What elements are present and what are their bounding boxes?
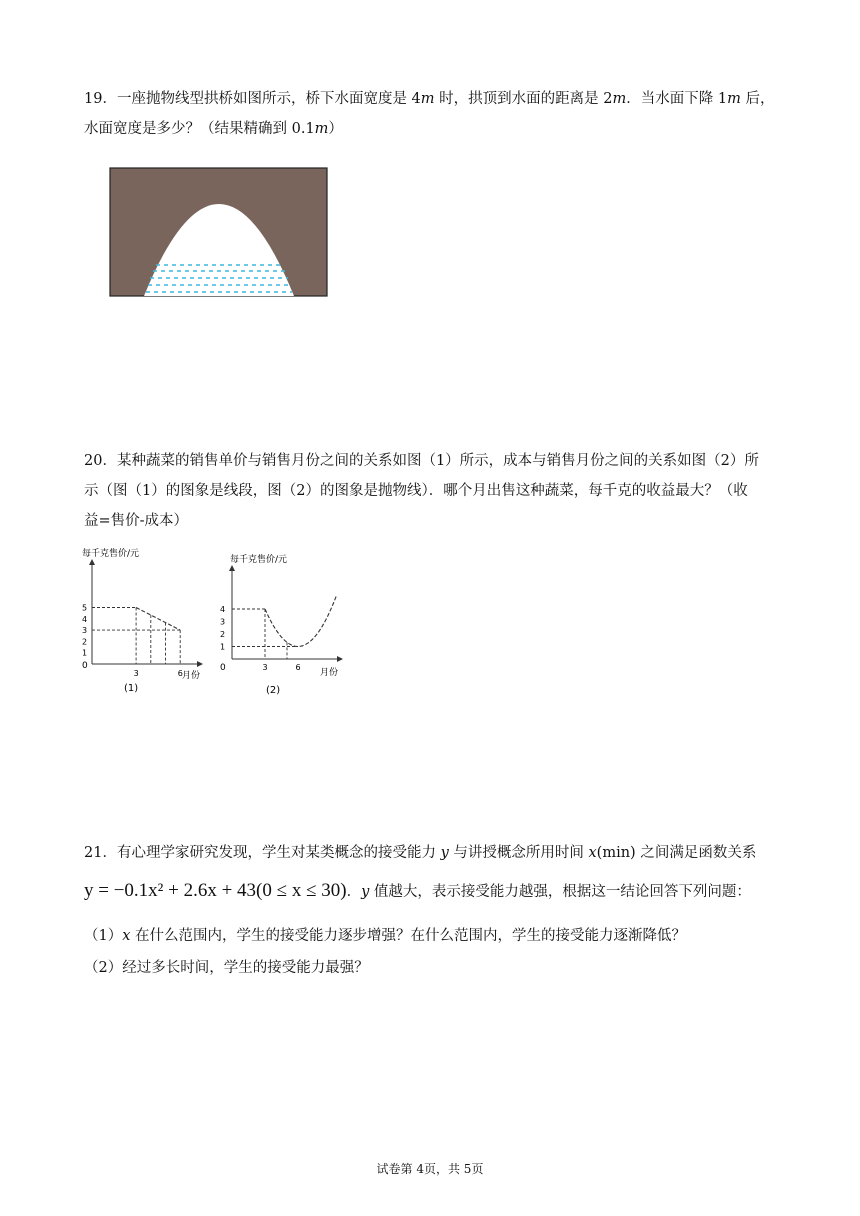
q20-line-1: 20．某种蔬菜的销售单价与销售月份之间的关系如图（1）所示，成本与销售月份之间的关系如图（2）所 bbox=[84, 453, 759, 469]
question-19 bbox=[84, 84, 784, 144]
q19-line-2: 水面宽度是多少？（结果精确到 0.1m） bbox=[84, 121, 343, 137]
chart1-ytick-4: 4 bbox=[82, 614, 88, 624]
chart1-ylabel: 每千克售价/元 bbox=[82, 549, 140, 559]
chart2-xtick-3: 3 bbox=[262, 663, 268, 672]
chart1-ytick-3: 3 bbox=[82, 626, 88, 636]
chart1-xlabel: 月份 bbox=[182, 671, 201, 681]
chart1-ytick-5: 5 bbox=[82, 603, 88, 613]
q21-line-2: y = −0.1x² + 2.6x + 43(0 ≤ x ≤ 30)．y 值越大，表示接受能力越强，根据这一结论回答下列问题： bbox=[84, 880, 751, 901]
chart1-origin: 0 bbox=[82, 661, 88, 671]
q19-line-1: 19．一座抛物线型拱桥如图所示，桥下水面宽度是 4m 时，拱顶到水面的距离是 2m．当水面下降 1m 后， bbox=[84, 91, 775, 107]
chart2-origin: 0 bbox=[220, 663, 226, 673]
chart1-xtick-6: 6 bbox=[177, 669, 183, 678]
chart2-xlabel: 月份 bbox=[320, 668, 339, 678]
chart2-ylabel: 每千克售价/元 bbox=[230, 555, 288, 565]
chart1-price-segment bbox=[136, 608, 180, 631]
q21-sub-2: （2）经过多长时间，学生的接受能力最强？ bbox=[84, 960, 369, 976]
chart2-ytick-2: 2 bbox=[220, 630, 226, 639]
question-21 bbox=[84, 838, 784, 868]
q20-line-3: 益=售价-成本） bbox=[84, 513, 189, 529]
q20-line-2: 示（图（1）的图象是线段，图（2）的图象是抛物线）．哪个月出售这种蔬菜，每千克的收益最大？（收 bbox=[84, 483, 748, 499]
chart2-ytick-1: 1 bbox=[220, 642, 226, 652]
chart1-xtick-3: 3 bbox=[133, 669, 139, 678]
question-20 bbox=[84, 446, 784, 536]
chart2-caption: (2) bbox=[266, 685, 281, 696]
chart1-caption: (1) bbox=[124, 683, 139, 694]
q21-formula: y = −0.1x² + 2.6x + 43(0 ≤ x ≤ 30) bbox=[84, 880, 347, 901]
chart2-xtick-6: 6 bbox=[295, 663, 301, 672]
page-footer: 试卷第 4页，共 5页 bbox=[376, 1162, 484, 1176]
arch-bridge-figure bbox=[109, 167, 329, 298]
chart1-ytick-1: 1 bbox=[82, 648, 88, 658]
q21-line-1: 21．有心理学家研究发现，学生对某类概念的接受能力 y 与讲授概念所用时间 x(min) 之间满足函数关系 bbox=[84, 845, 757, 861]
chart2-ytick-4: 4 bbox=[220, 605, 226, 614]
chart1-ytick-2: 2 bbox=[82, 637, 88, 647]
q21-sub-1: （1）x 在什么范围内，学生的接受能力逐步增强？在什么范围内，学生的接受能力逐渐降低？ bbox=[84, 928, 687, 944]
price-chart-2 bbox=[212, 546, 352, 696]
price-chart-1 bbox=[70, 546, 210, 696]
chart2-ytick-3: 3 bbox=[220, 617, 226, 627]
chart2-cost-parabola bbox=[265, 596, 337, 647]
